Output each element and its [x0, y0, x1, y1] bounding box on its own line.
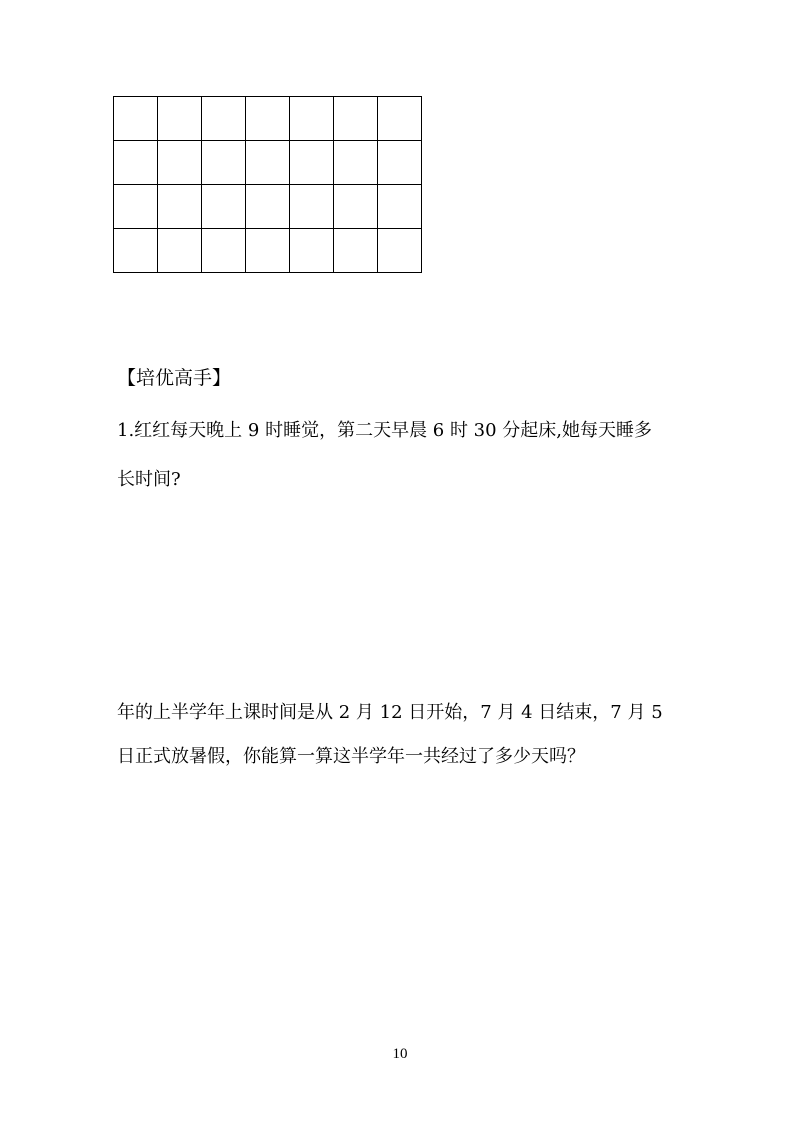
- grid-cell: [290, 141, 334, 185]
- question-1-line-1: 1.红红每天晚上 9 时睡觉，第二天早晨 6 时 30 分起床,她每天睡多: [117, 420, 653, 441]
- grid-row: [114, 141, 422, 185]
- grid-cell: [158, 141, 202, 185]
- grid-cell: [378, 97, 422, 141]
- grid-cell: [114, 185, 158, 229]
- grid-cell: [202, 141, 246, 185]
- grid-cell: [334, 97, 378, 141]
- grid-cell: [202, 185, 246, 229]
- grid-cell: [378, 229, 422, 273]
- grid-cell: [378, 141, 422, 185]
- grid-cell: [246, 229, 290, 273]
- page-number: 10: [392, 1046, 408, 1062]
- grid-cell: [246, 185, 290, 229]
- grid-cell: [378, 185, 422, 229]
- grid-cell: [334, 185, 378, 229]
- grid-row: [114, 229, 422, 273]
- grid-cell: [158, 185, 202, 229]
- grid-cell: [246, 141, 290, 185]
- section-title: 【培优高手】: [117, 367, 232, 389]
- grid-row: [114, 97, 422, 141]
- grid-cell: [158, 97, 202, 141]
- grid-cell: [334, 141, 378, 185]
- grid-cell: [114, 141, 158, 185]
- grid-cell: [202, 229, 246, 273]
- question-2-line-2: 日正式放暑假，你能算一算这半学年一共经过了多少天吗？: [117, 746, 585, 767]
- question-1: [117, 406, 652, 504]
- grid-cell: [334, 229, 378, 273]
- grid-cell: [246, 97, 290, 141]
- question-2-line-1: 年的上半学年上课时间是从 2 月 12 日开始，7 月 4 日结束，7 月 5: [117, 702, 663, 723]
- grid-cell: [290, 229, 334, 273]
- blank-grid: [113, 96, 422, 273]
- grid-row: [114, 185, 422, 229]
- blank-grid-body: [114, 97, 422, 273]
- grid-cell: [114, 97, 158, 141]
- grid-cell: [290, 185, 334, 229]
- grid-cell: [202, 97, 246, 141]
- grid-cell: [290, 97, 334, 141]
- question-1-line-2: 长时间?: [117, 469, 181, 490]
- grid-cell: [158, 229, 202, 273]
- question-2: [117, 691, 663, 779]
- grid-cell: [114, 229, 158, 273]
